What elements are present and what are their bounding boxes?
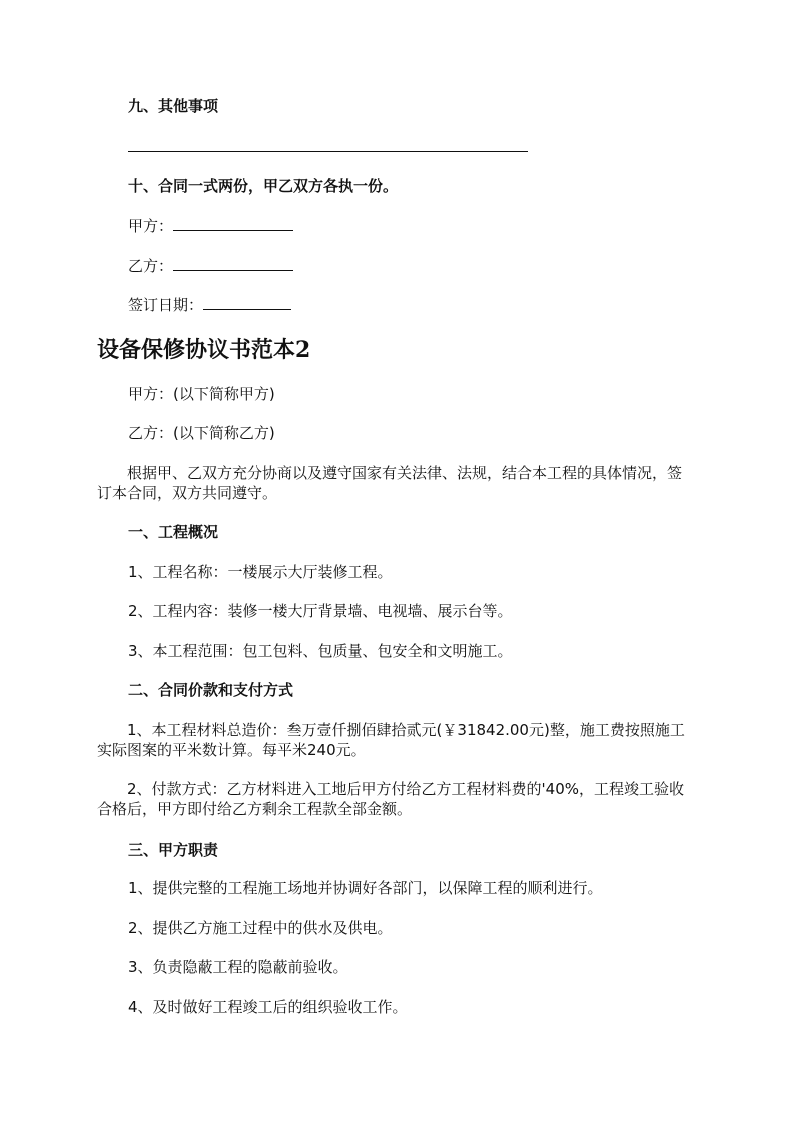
section-10-heading: 十、合同一式两份，甲乙双方各执一份。 (128, 177, 399, 195)
party-a-signature-blank (173, 216, 293, 231)
section-3-heading: 三、甲方职责 (128, 841, 219, 859)
sign-date-blank (203, 295, 291, 310)
sign-date-label: 签订日期： (128, 296, 204, 314)
section-3-item-3: 3、负责隐蔽工程的隐蔽前验收。 (128, 958, 348, 976)
section-3-item-1: 1、提供完整的工程施工场地并协调好各部门，以保障工程的顺利进行。 (128, 879, 603, 897)
section-9-blank-line (128, 151, 528, 152)
section-1-item-2: 2、工程内容：装修一楼大厅背景墙、电视墙、展示台等。 (128, 602, 513, 620)
party-b-line: 乙方：(以下简称乙方) (128, 424, 275, 442)
section-1-item-3: 3、本工程范围：包工包料、包质量、包安全和文明施工。 (128, 642, 513, 660)
section-1-item-1: 1、工程名称：一楼展示大厅装修工程。 (128, 563, 393, 581)
party-a-signature-label: 甲方： (128, 217, 174, 235)
party-b-signature-line (128, 256, 293, 276)
document-title: 设备保修协议书范本2 (97, 337, 311, 363)
party-b-signature-blank (173, 256, 293, 271)
section-9-heading: 九、其他事项 (128, 97, 219, 115)
party-a-line: 甲方：(以下简称甲方) (128, 385, 275, 403)
section-1-heading: 一、工程概况 (128, 523, 219, 541)
section-3-item-2: 2、提供乙方施工过程中的供水及供电。 (128, 919, 393, 937)
sign-date-line (128, 295, 291, 315)
intro-paragraph: 根据甲、乙双方充分协商以及遵守国家有关法律、法规，结合本工程的具体情况，签订本合同，双方共同遵守。 (97, 464, 683, 502)
party-b-signature-label: 乙方： (128, 257, 174, 275)
party-a-signature-line (128, 216, 293, 236)
section-3-item-4: 4、及时做好工程竣工后的组织验收工作。 (128, 998, 408, 1016)
section-2-item-2: 2、付款方式：乙方材料进入工地后甲方付给乙方工程材料费的'40%，工程竣工验收合格后，甲方即付给乙方剩余工程款全部金额。 (97, 780, 685, 818)
section-2-item-1: 1、本工程材料总造价：叁万壹仟捌佰肆拾贰元(￥31842.00元)整，施工费按照施工实际图案的平米数计算。每平米240元。 (97, 721, 685, 759)
section-2-heading: 二、合同价款和支付方式 (128, 681, 294, 699)
